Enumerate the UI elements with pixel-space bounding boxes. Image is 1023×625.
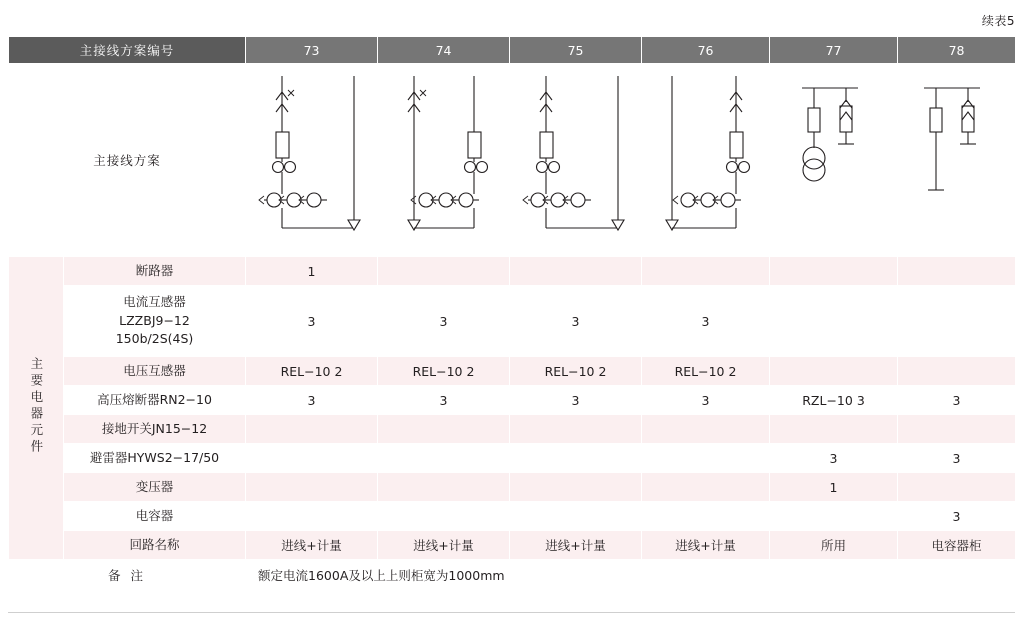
header-row-label: 主接线方案编号 xyxy=(9,37,246,64)
cell-2-75: REL−10 2 xyxy=(510,357,642,386)
row-label-5: 避雷器HYWS2−17/50 xyxy=(64,444,246,473)
row-label-7: 电容器 xyxy=(64,502,246,531)
group-label-cell xyxy=(9,257,64,560)
cell-1-77 xyxy=(770,286,898,357)
schematic-cell-75 xyxy=(510,64,642,257)
table-header-row xyxy=(9,37,1016,64)
table-row xyxy=(9,415,1016,444)
cell-1-74: 3 xyxy=(378,286,510,357)
diagram-76 xyxy=(644,70,768,250)
cell-4-75 xyxy=(510,415,642,444)
cell-0-78 xyxy=(898,257,1016,286)
header-col-75: 75 xyxy=(510,37,642,64)
row-label-8: 回路名称 xyxy=(64,531,246,560)
cell-4-73 xyxy=(246,415,378,444)
cell-8-74: 进线+计量 xyxy=(378,531,510,560)
cell-0-76 xyxy=(642,257,770,286)
header-col-77: 77 xyxy=(770,37,898,64)
cell-7-78: 3 xyxy=(898,502,1016,531)
row-label-1-line2: LZZBJ9−12 xyxy=(119,312,190,328)
cell-6-73 xyxy=(246,473,378,502)
cell-3-75: 3 xyxy=(510,386,642,415)
cell-4-77 xyxy=(770,415,898,444)
table-row xyxy=(9,357,1016,386)
cell-3-78: 3 xyxy=(898,386,1016,415)
cell-1-75: 3 xyxy=(510,286,642,357)
cell-2-76: REL−10 2 xyxy=(642,357,770,386)
cell-3-73: 3 xyxy=(246,386,378,415)
cell-2-77 xyxy=(770,357,898,386)
cell-3-77: RZL−10 3 xyxy=(770,386,898,415)
cell-8-73: 进线+计量 xyxy=(246,531,378,560)
row-label-6: 变压器 xyxy=(64,473,246,502)
note-row xyxy=(9,560,1016,591)
row-label-1 xyxy=(64,286,246,357)
cell-8-78: 电容器柜 xyxy=(898,531,1016,560)
cell-4-78 xyxy=(898,415,1016,444)
cell-0-73: 1 xyxy=(246,257,378,286)
cell-5-76 xyxy=(642,444,770,473)
row-label-2: 电压互感器 xyxy=(64,357,246,386)
cell-5-78: 3 xyxy=(898,444,1016,473)
cell-1-73: 3 xyxy=(246,286,378,357)
cell-5-74 xyxy=(378,444,510,473)
cell-7-75 xyxy=(510,502,642,531)
schematic-row-label: 主接线方案 xyxy=(9,64,246,257)
row-label-1-line1: 电流互感器 xyxy=(123,293,186,309)
cell-7-76 xyxy=(642,502,770,531)
cell-2-73: REL−10 2 xyxy=(246,357,378,386)
row-label-3: 高压熔断器RN2−10 xyxy=(64,386,246,415)
schematic-cell-74 xyxy=(378,64,510,257)
cell-7-74 xyxy=(378,502,510,531)
diagram-77 xyxy=(774,70,894,250)
schematic-cell-73 xyxy=(246,64,378,257)
diagram-75 xyxy=(514,70,638,250)
schematic-row xyxy=(9,64,1016,257)
header-col-76: 76 xyxy=(642,37,770,64)
diagram-74 xyxy=(382,70,506,250)
cell-4-76 xyxy=(642,415,770,444)
cell-0-75 xyxy=(510,257,642,286)
table-row xyxy=(9,502,1016,531)
header-col-74: 74 xyxy=(378,37,510,64)
table-row xyxy=(9,444,1016,473)
group-label: 主要电器元件 xyxy=(28,357,44,456)
cell-5-75 xyxy=(510,444,642,473)
table-row xyxy=(9,473,1016,502)
main-table xyxy=(8,36,1016,591)
cell-6-77: 1 xyxy=(770,473,898,502)
cell-0-74 xyxy=(378,257,510,286)
cell-7-77 xyxy=(770,502,898,531)
cell-8-77: 所用 xyxy=(770,531,898,560)
bottom-rule xyxy=(8,612,1015,613)
cell-8-75: 进线+计量 xyxy=(510,531,642,560)
cell-1-78 xyxy=(898,286,1016,357)
cell-6-76 xyxy=(642,473,770,502)
note-label: 备 注 xyxy=(9,560,246,591)
cell-1-76: 3 xyxy=(642,286,770,357)
schematic-cell-78 xyxy=(898,64,1016,257)
cell-6-75 xyxy=(510,473,642,502)
cell-8-76: 进线+计量 xyxy=(642,531,770,560)
row-label-4: 接地开关JN15−12 xyxy=(64,415,246,444)
cell-6-78 xyxy=(898,473,1016,502)
table-row xyxy=(9,286,1016,357)
cell-7-73 xyxy=(246,502,378,531)
schematic-cell-76 xyxy=(642,64,770,257)
header-col-78: 78 xyxy=(898,37,1016,64)
cell-4-74 xyxy=(378,415,510,444)
cell-3-74: 3 xyxy=(378,386,510,415)
cell-0-77 xyxy=(770,257,898,286)
row-label-1-line3: 150b/2S(4S) xyxy=(115,331,194,347)
cell-2-74: REL−10 2 xyxy=(378,357,510,386)
table-row xyxy=(9,386,1016,415)
diagram-78 xyxy=(902,70,1012,250)
table-row xyxy=(9,531,1016,560)
diagram-73 xyxy=(250,70,374,250)
table-row xyxy=(9,257,1016,286)
header-col-73: 73 xyxy=(246,37,378,64)
cell-5-73 xyxy=(246,444,378,473)
cell-6-74 xyxy=(378,473,510,502)
continuation-label: 续表5 xyxy=(981,14,1015,28)
note-text: 额定电流1600A及以上上则柜宽为1000mm xyxy=(246,560,1016,591)
schematic-cell-77 xyxy=(770,64,898,257)
cell-2-78 xyxy=(898,357,1016,386)
row-label-0: 断路器 xyxy=(64,257,246,286)
cell-5-77: 3 xyxy=(770,444,898,473)
cell-3-76: 3 xyxy=(642,386,770,415)
